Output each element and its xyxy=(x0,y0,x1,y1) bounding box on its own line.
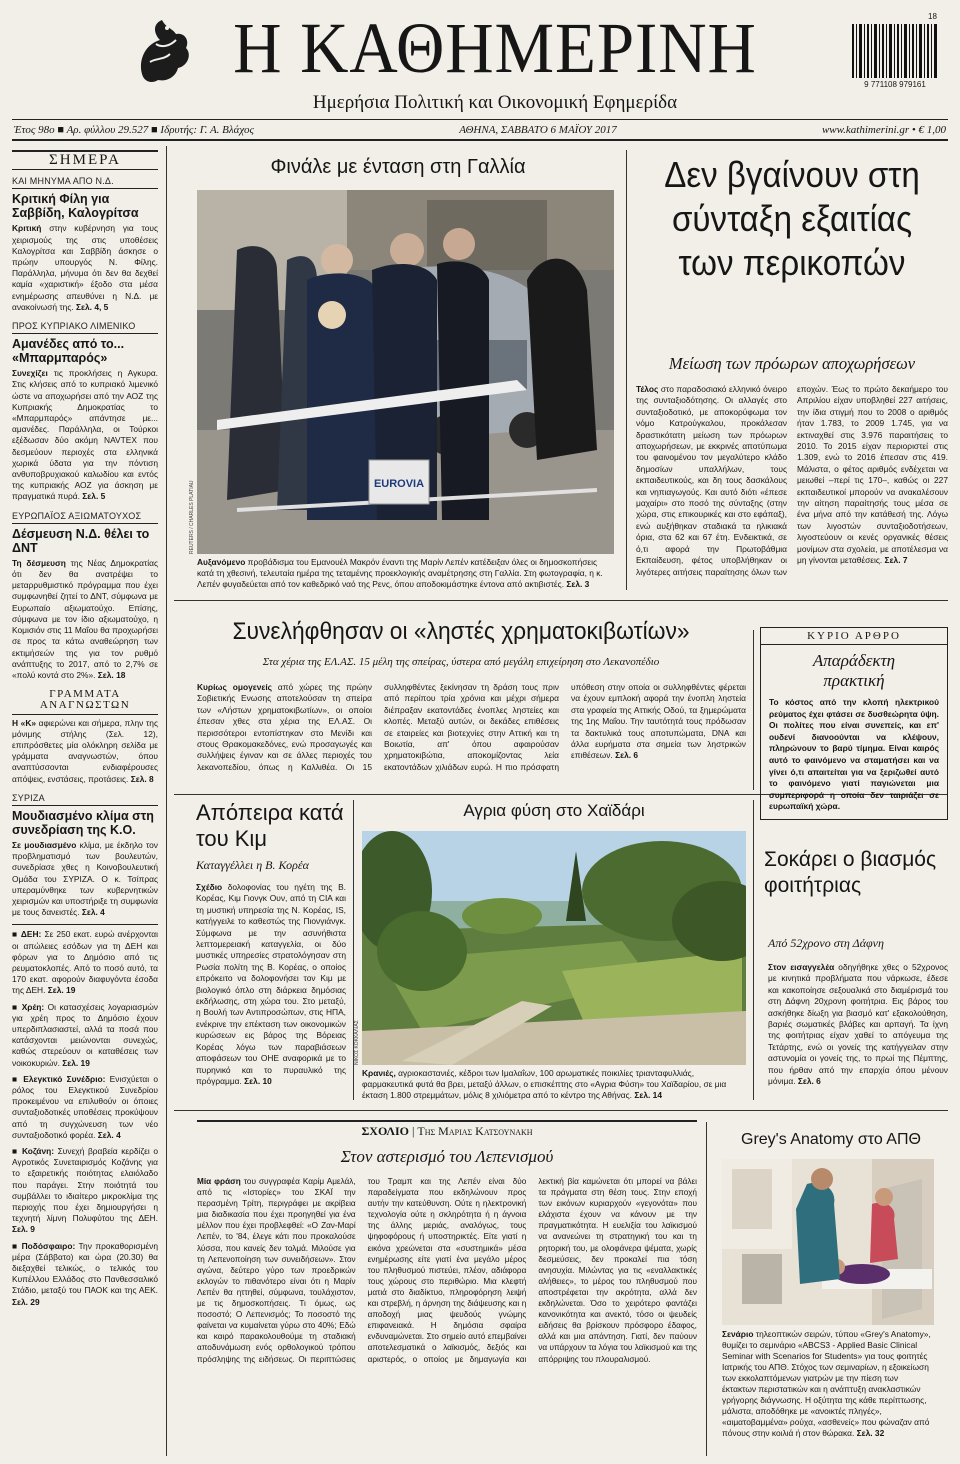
dateline-left: Έτος 98ο ■ Αρ. φύλλου 29.527 ■ Ιδρυτής: Γ. Α. Βλάχος xyxy=(14,123,254,136)
row-rule xyxy=(174,600,948,601)
newspaper-title: Η ΚΑΘΗΜΕΡΙΝΗ xyxy=(233,8,757,88)
sidebar-story xyxy=(12,689,158,785)
sidebar-text: Τη δέσμευση της Νέας Δημοκρατίας ότι δεν θα ανατρέψει το μεταρρυθμιστικό πρόγραμμα που έχει συμφωνηθεί ζητεί το ΔΝΤ, σύμφωνα με Ευρωπαίο αξιωματούχο. Επίσης, σύμφωνα με τον ίδιο αξιωματούχο, η Κομισιόν στις 11 Μαΐου θα προχωρήσει σε προς τα κάτω αναθεώρηση των εκτιμήσεών της για τον ρυθμό ανάπτυξης το 2017, από το 2,7% σε «πολύ κοντά στο 2%». Σελ. 18 xyxy=(12,557,159,680)
barcode-icon xyxy=(850,24,940,78)
dateline-website: www.kathimerini.gr • € 1,00 xyxy=(821,123,946,136)
comment-kicker: ΣΧΟΛΙΟ xyxy=(361,1124,410,1138)
bullet-item: ■ ΔΕΗ: Σε 250 εκατ. ευρώ ανέρχονται οι απώλειες εσόδων για τη ΔΕΗ και φόρων για το Δημόσιο από τις ρευματοκλοπές. Από το ποσό αυτό, τα 170 εκατ. αφορούν διαφυγόντα έσοδα της ΔΕΗ. Σελ. 19 xyxy=(12,929,158,996)
sidebar-kicker: ΣΥΡΙΖΑ xyxy=(12,793,158,806)
bullet-item: ■ Χρέη: Οι κατασχέσεις λογαριασμών για χρέη προς το Δημόσιο έχουν υπερδιπλασιαστεί, αλλά τα ποσά που κατάσχονται μειώνονται συνεχώς, καθώς στερεύουν οι καταθέσεις των νοικοκυριών. Σελ. 19 xyxy=(12,1001,158,1068)
sidebar-story xyxy=(12,321,158,503)
column-rule xyxy=(753,630,754,790)
france-photo-credit: REUTERS / CHARLES PLATIAU xyxy=(189,480,195,554)
sidebar-kicker: ΚΑΙ ΜΗΝΥΜΑ ΑΠΟ Ν.Δ. xyxy=(12,176,158,189)
comment-body: Μία φράση του συγγραφέα Καρίμ Αμελάλ, από τις «Ιστορίες» του ΣΚΑΪ την περασμένη Τρίτη, περιγράφει με ακρίβεια μια διαδικασία που έχει προηγηθεί για ένα μέλλον που έχει προβλεφθεί: «Ο Ζαν-Μαρί Λεπέν, το '84, έλεγε κάτι που προκαλούσε λύσσα, που κανείς δεν τολμά. Μιλούσε για τη Λεπενοποίηση των συνειδήσεων». Στον αγώνα, δεύτερο γύρο των προεδρικών εκλογών το πιθανότερο είναι ότι η Μαρίν Λεπέν θα ηττηθεί, σύμφωνα, τουλάχιστον, με τις δημοσκοπήσεις. Τι όμως, ως ποσοστό; Ο Λεπενισμός; Το ποσοστό της φαίνεται να κυμαίνεται γύρω στο 40%; Εδώ και καιρό παρακολουθούμε τη σταδιακή αποδυνάμωση ενός ορθολογικού τρόπου πρόσληψης της ειδήσεως. Οι περιπτώσεις του Τραμπ και της Λεπέν είναι δύο παραδείγματα που εκδηλώνουν προς αυτήν την κατεύθυνση. Ούτε η ηλεκτρονική τεχνολογία ούτε η σκληρότητα ή η άγνοια της άλλης μεριάς, αναλόγως, τους ψηφοφόρους ή υποστηρικτές. Είτε γιατί η εικόνα χρεώνεται στα «συστημικά» μέσα ενημέρωσης είτε γιατί ένα μεγάλο μέρος του πληθυσμού πιστεύει, πλέον, αδιάφορα τους χώρους στο περιθώριο. Μια κλεφτή ματιά στο διαδίκτυο, πληροφόρηση λειψή και στρεβλή, η άρνηση της διάψευσης και η αποδοχή μιας ψευδούς γνώμης επιφανειακά. Η δημόσια σφαίρα ενδυναμώνεται. Στο σημείο αυτό επεμβαίνει αποτελεσματικά ο λαϊκισμός, δεξιός και αριστερός, ο οποίος με δημαγωγία και λεκτική βία καμώνεται ότι μπορεί να βάλει τα πράγματα στη θέση τους. Στην εποχή των εικόνων κυριαρχούν «γεγονότα» που ελάχιστα έχουν να κάνουν με την πραγματικότητα. Η ευελιξία του λαϊκισμού να ανανεώνει τη στρατηγική του και τη ρητορική του, με ολοφάνερα ψέματα, χωρίς δεσμεύσεις, δεν προκαλεί πια τόση ανησυχία. Μιλώντας για τις «εναλλακτικές αλήθειες», το μέρος του πληθυσμού που αποστρέφεται την ακρότητα, αλλά δεν εκδηλώνεται. Όσο το χειρότερο φαντάζει κανονικότητα και ανεκτό, τόσο οι ψευδείς ειδήσεις θα βρίσκουν πρόσφορο έδαφος, αλλά και μια απάντηση. Γιατί, δεν παύουν να υπάρχουν τα λόγια του λαϊκισμού και της απόρριψης του πλουραλισμού. xyxy=(197,1177,697,1364)
korea-subhead: Καταγγέλλει η Β. Κορέα xyxy=(196,858,309,872)
robbers-subhead: Στα χέρια της ΕΛ.ΑΣ. 15 μέλη της σπείρας, ύστερα από μεγάλη επιχείρηση στο Λεκανοπέδιο xyxy=(262,656,660,668)
haidari-photo-credit: ΝΙΚΟΣ ΚΟΚΚΑΛΙΑΣ xyxy=(354,1020,360,1065)
photo-sign-text: EUROVIA xyxy=(373,478,425,490)
sidebar-text: Συνεχίζει τις προκλήσεις η Αγκυρα. Στις κλήσεις από το κυπριακό λιμενικό ώστε να αποχωρήσει από την ΑΟΖ της Κυπριακής Δημοκρατίας το «Μπαρμπαρός» απάντησε με... αμανέδες. Παράλληλα, οι Τούρκοι εξέδωσαν δύο ακόμη NAVTEX που δεσμεύουν περιοχές στα ελληνικά χωρικά ύδατα για την πόντιση ανθυποβρυχιακού καλωδίου και εντός της κυπριακής ΑΟΖ για άσκηση με πραγματικά πυρά. Σελ. 5 xyxy=(12,368,158,502)
pensions-subhead: Μείωση των πρόωρων αποχωρήσεων xyxy=(668,354,916,373)
bullet-item: ■ Ελεγκτικό Συνέδριο: Ενισχύεται ο ρόλος του Ελεγκτικού Συνεδρίου προκειμένου να επιλυθούν οι όποιες συνταξιοδοτικές υποθέσεις προκύψουν από τη συγχώνευση των νέο συνταξιοδοτικό φορέα. Σελ. 4 xyxy=(12,1073,158,1140)
row-rule xyxy=(174,1110,948,1111)
sidebar xyxy=(12,150,158,1308)
student-headline: Σοκάρει ο βιασμός φοιτήτριας xyxy=(764,848,937,897)
column-rule xyxy=(166,146,167,1456)
sidebar-kicker: ΕΥΡΩΠΑΪΟΣ ΑΞΙΩΜΑΤΟΥΧΟΣ xyxy=(12,511,158,524)
sidebar-text: Σε μουδιασμένο κλίμα, με έκδηλο τον προβληματισμό των βουλευτών, συνεδρίασε χθες η Κοινοβουλευτική Ομάδα του ΣΥΡΙΖΑ. Ο κ. Τσίπρας υπεραμύνθηκε των κυβερνητικών χειρισμών και υποστήριξε τη συμφωνία με τους δανειστές. Σελ. 4 xyxy=(12,839,158,918)
griffin-logo-icon xyxy=(132,14,196,86)
student-body: Στον εισαγγελέα οδηγήθηκε χθες ο 52χρονος με κινητικά προβλήματα που νάρκωσε, έδεσε και κακοποίησε σεξουαλικά στο διαμέρισμά του στη Δάφνη 20χρονη φοιτήτρια. Εις βάρος του ασκήθηκε δίωξη για βιασμό κατ' εξακολούθηση, βαριές σωματικές βλάβες και αρπαγή. Τα ίχνη της φοιτήτριας είχαν χαθεί το απόγευμα της Τετάρτης, ενώ οι γονείς της κατήγγειλαν στην αστυνομία οι γονείς της, το πρωί της Πέμπτης, που ήρθαν από την επαρχία όπου μένουν μόνιμα. Σελ. 6 xyxy=(768,962,948,1087)
sidebar-headline: Μουδιασμένο κλίμα στη συνεδρίαση της Κ.Ο. xyxy=(12,808,154,837)
sidebar-text: Η «Κ» αφιερώνει και σήμερα, πλην της μόνιμης στήλης (Σελ. 12), επιπρόσθετες μία ολόκληρη σελίδα με γράμματα αναγνωστών, όπου αναπτύσσονται ενδιαφέρουσες απόψεις, ενστάσεις, προτάσεις. Σελ. 8 xyxy=(12,717,158,784)
dateline xyxy=(12,119,948,141)
sidebar-headline: Δέσμευση Ν.Δ. θέλει το ΔΝΤ xyxy=(12,526,150,555)
greys-headline: Grey's Anatomy στο ΑΠΘ xyxy=(741,1131,921,1148)
column-rule xyxy=(706,1122,707,1456)
pensions-headline: Δεν βγαίνουν στη σύνταξη εξαιτίας των περικοπών xyxy=(664,154,920,283)
haidari-headline: Αγρια φύση στο Χαϊδάρι xyxy=(463,801,645,820)
sidebar-kicker: ΓΡΑΜΜΑΤΑ ΑΝΑΓΝΩΣΤΩΝ xyxy=(12,689,158,714)
sidebar-story xyxy=(12,511,158,681)
sidebar-headline: Αμανέδες από το... «Μπαρμπαρός» xyxy=(12,337,125,366)
sidebar-bullets xyxy=(12,924,158,1308)
france-caption: Αυξανόμενο προβάδισμα του Εμανουέλ Μακρόν έναντι της Μαρίν Λεπέν κατέδειξαν όλες οι δημοσκοπήσεις κατά τη χθεσινή, τελευταία ημέρα της τεταμένης προεκλογικής αναμέτρησης στη Γαλλία. Στη φωτογραφία, η κ. Λεπέν φυγαδεύεται από τον καθεδρικό ναό της Ρενς, όπου αποδοκιμάστηκε έντονα από ακτιβιστές. Σελ. 3 xyxy=(197,557,603,589)
bullet-item: ■ Ποδόσφαιρο: Την προκαθορισμένη μέρα (Σάββατο) και ώρα (20.30) θα διεξαχθεί τελικώς, ο τελικός του Κυπέλλου Ελλάδος στο Πανθεσσαλικό Στάδιο, μεταξύ του ΠΑΟΚ και της ΑΕΚ. Σελ. 29 xyxy=(12,1240,158,1307)
sidebar-headline: Κριτική Φίλη για Σαββίδη, Καλογρίτσα xyxy=(12,192,139,221)
france-headline: Φινάλε με ένταση στη Γαλλία xyxy=(270,156,526,178)
pensions-body: Τέλος στο παραδοσιακό ελληνικό όνειρο της συνταξιοδότησης. Οι αλλαγές στο συνταξιοδοτικό, με αποκορύφωμα τον νόμο Κατρούγκαλου, προκάλεσαν δραστικότατη μείωση των πρόωρων αποχωρήσεων, με εκκρινές αποτύπωμα του φαινομένου τον μεγαλύτερο κλάδο δημοσίων υπαλλήλων, τους εκπαιδευτικούς, και δη τους δασκάλους και νηπιαγωγούς. Και αυτό διότι «έπεσε μαχαίρι» στο ποσό της σύνταξης (στην χώρα, στις επικουρικές και στο εφάπαξ), ενώ αυξήθηκαν σταδιακά τα ηλικιακά όρια, στα 62 και 67 έτη. Ενδεικτικά, σε ό,τι αφορά την Πρωτοβάθμια Εκπαίδευση, φέτος υποβλήθηκαν οι λιγότερες αιτήσεις παραίτησης όλων των εποχών. Έως το πρώτο δεκαήμερο του Απριλίου είχαν υποβληθεί 227 αιτήσεις, την ίδια στιγμή που το 2008 ο αριθμός ήταν 1.783, το 2009 1.745, για να εκτιναχθεί στις 3.976 παραιτήσεις το 2010. Το 2015 είχαν περιοριστεί στις 1.309, ενώ το 2016 έπεσαν στις 419. Μάλιστα, ο φέτος αριθμός ενδέχεται να μειωθεί –περί τις 170–, καθώς οι 227 εκπαιδευτικοί μπορούν να ανακαλέσουν την αίτηση παραίτησής τους μέσα σε ένα μήνα από την κατάθεσή της. Λόγω των λιγοστών συνταξιοδοτήσεων, λιγοστεύουν οι κενές οργανικές θέσεις μονίμων στα σχολεία, με αποτέλεσμα να μη γίνονται μεταθέσεις. Σελ. 7 xyxy=(636,384,948,577)
comment-byline: Της Μαριας Κατσουνακη xyxy=(417,1124,533,1138)
editorial-headline: Απαράδεκτη πρακτική xyxy=(812,651,896,690)
column-rule xyxy=(753,800,754,1100)
haidari-caption: Κρανιές, αγριοκαστανιές, κέδροι των Ιμαλαΐων, 100 αρωματικές ποικιλίες τριανταφυλλιάς, φαρμακευτικά φυτά θα βρει, μεταξύ άλλων, ο επισκέπτης στο «Αγρια Φύση» του Χαϊδαρίου, σε μια έκταση 1.800 στρεμμάτων, μόλις 8 χιλιόμετρα από το κέντρο της Αθήνας. Σελ. 14 xyxy=(362,1068,727,1100)
newspaper-subtitle: Ημερήσια Πολιτική και Οικονομική Εφημερίδα xyxy=(312,92,678,113)
sidebar-title: ΣΗΜΕΡΑ xyxy=(12,150,158,170)
greys-caption: Σενάριο τηλεοπτικών σειρών, τύπου «Grey's Anatomy», θυμίζει το σεμινάριο «ABCS3 - Applied Basic Clinical Seminar with Scenarios for Students» για τους φοιτητές Ιατρικής του ΑΠΘ. Στόχος των σεμιναρίων, η εξοικείωση των εκκολαπτόμενων γιατρών με την πίεση των έκτακτων περιστατικών και η ανάπτυξη ανακλαστικών γρήγορης διάγνωσης. Η οξύτητα της κάθε περίπτωσης, μάλιστα, αποδόθηκε με «ανοικτές πληγές», «αιματοβαμμένα» ρούχα, «ασθενείς» που φώναζαν από πόνους στην κοιλιά ή στον θώρακα. Σελ. 32 xyxy=(722,1329,931,1438)
sidebar-story xyxy=(12,176,158,313)
column-rule xyxy=(626,150,627,590)
bullet-item: ■ Κοζάνη: Συνεχή βραβεία κερδίζει ο Αγροτικός Συνεταιρισμός Κοζάνης για το εξαιρετικής ποιότητας ελαιόλαδο που παράγει. Στην ποιότητά του συμβάλλει το ιδιαίτερο μικροκλίμα της περιοχής που έχει δημιουργήσει η τεχνητή λίμνη Πολυφύτου της ΔΕΗ. Σελ. 9 xyxy=(12,1146,158,1235)
haidari-photo xyxy=(362,831,746,1065)
dateline-date: ΑΘΗΝΑ, ΣΑΒΒΑΤΟ 6 ΜΑΪΟΥ 2017 xyxy=(459,123,617,136)
korea-headline: Απόπειρα κατά του Κιμ xyxy=(196,800,344,851)
robbers-body: Κυρίως ομογενείς από χώρες της πρώην Σοβιετικής Ενωσης αποτελούσαν τη σπείρα των «Λήστων χρηματοκιβωτίων», οι οποίοι έπεσαν χθες στα χέρια της ΕΛ.ΑΣ. Οι περισσότεροι εντοπίστηκαν στο Μενίδι και στους Θρακομακεδόνες, ενώ προσαγωγές και συλλήψεις έγιναν και σε άλλες περιοχές του λεκανοπεδίου, όπως η Καλλιθέα. Οι 15 συλληφθέντες ξεκίνησαν τη δράση τους πριν από περίπου τρία χρόνια και μέχρι σήμερα διέπραξαν εκατοντάδες ένοπλες ληστείες και κλοπές. Μεταξύ αυτών, οι δεκάδες επιθέσεις σε εταιρείες και βιοτεχνίες στην Αττική και τη Βοιωτία, απ' όπου αφαιρούσαν χρηματοκιβώτια, αποκομίζοντας λεία εκατοντάδων χιλιάδων ευρώ. Η πιο πρόσφατη υπόθεση στην οποία οι συλληφθέντες φέρεται να έχουν εμπλοκή αφορά την ένοπλη ληστεία στα γραφεία της Αττικής Οδού, τα ξημερώματα της 1ης Μαΐου. Την ταυτότητά τους πρόδωσαν τα δακτυλικά τους αποτυπώματα, DNA και άλλα ευρήματα στα σημεία των ληστρικών επιθέσεων. Σελ. 6 xyxy=(197,682,746,772)
sidebar-story xyxy=(12,793,158,919)
editorial-kicker: ΚΥΡΙΟ ΑΡΘΡΟ xyxy=(761,628,947,645)
editorial-text: Το κόστος από την κλοπή ηλεκτρικού ρεύματος έχει φτάσει σε δυσθεώρητα ύψη. Οι πολίτες που είναι συνεπείς, και επ' ουδενί διανοούνται να κλέψουν, πληρώνουν το βαρύ τίμημα. Είναι καιρός αυτό το φαινόμενο να σταματήσει και να γίνει ό,τι απαιτείται για να ξεριζωθεί αυτό το φαινόμενο γιατί παγιώνεται μια συμπεριφορά η οποία δεν ταιριάζει σε ευρωπαϊκή χώρα. xyxy=(769,697,939,812)
france-photo xyxy=(197,190,614,554)
comment-kicker-line: ΣΧΟΛΙΟ | Της Μαριας Κατσουνακη xyxy=(197,1120,697,1139)
robbers-headline: Συνελήφθησαν οι «ληστές χρηματοκιβωτίων» xyxy=(232,618,690,645)
greys-photo xyxy=(722,1159,934,1325)
issue-suffix: 18 xyxy=(928,12,937,21)
sidebar-kicker: ΠΡΟΣ ΚΥΠΡΙΑΚΟ ΛΙΜΕΝΙΚΟ xyxy=(12,321,158,334)
student-subhead: Από 52χρονο στη Δάφνη xyxy=(768,936,884,950)
barcode-number: 9 771108 979161 xyxy=(864,80,926,89)
sidebar-text: Κριτική στην κυβέρνηση για τους χειρισμούς της στις υποθέσεις Καλογρίτσα και Σαββίδη άσκησε ο πρώην υπουργός Ν. Φίλης. Παράλληλα, μήνυμα ότι δεν θα δεχθεί καμία «χαριστική» έξοδο στα μέσα ενημέρωσης απευθύνει η Ν.Δ. με ανακοίνωσή της. Σελ. 4, 5 xyxy=(12,223,158,312)
comment-headline: Στον αστερισμό του Λεπενισμού xyxy=(340,1147,554,1166)
korea-body: Σχέδιο δολοφονίας του ηγέτη της Β. Κορέας, Κιμ Γιονγκ Ουν, από τη CIA και τη μυστική υπηρεσία της Ν. Κορέας, IS, κατήγγειλε το καθεστώς της Πιονγιάνγκ. Σύμφωνα με την ασυνήθιστα λεπτομερειακή καταγγελία, οι δύο μυστικές υπηρεσίες στρατολόγησαν στη Ρωσία πολίτη της Β. Κορέας, ο οποίος επρόκειτο να δολοφονήσει τον Κιμ με βιολογικό όπλο στη διάρκεια δημόσιας εκδήλωσης, στη χώρα του. Στο μεταξύ, η Βουλή των Αντιπροσώπων, στις ΗΠΑ, ενέκρινε την επέκταση των οικονομικών κυρώσεων εις βάρος της Βόρειας Κορέας λόγω των παραβιάσεων αποφάσεων του ΟΗΕ αναφορικά με το πυρηνικό και το πυραυλικό της πρόγραμμα. Σελ. 10 xyxy=(196,882,346,1086)
editorial-box xyxy=(760,627,948,820)
